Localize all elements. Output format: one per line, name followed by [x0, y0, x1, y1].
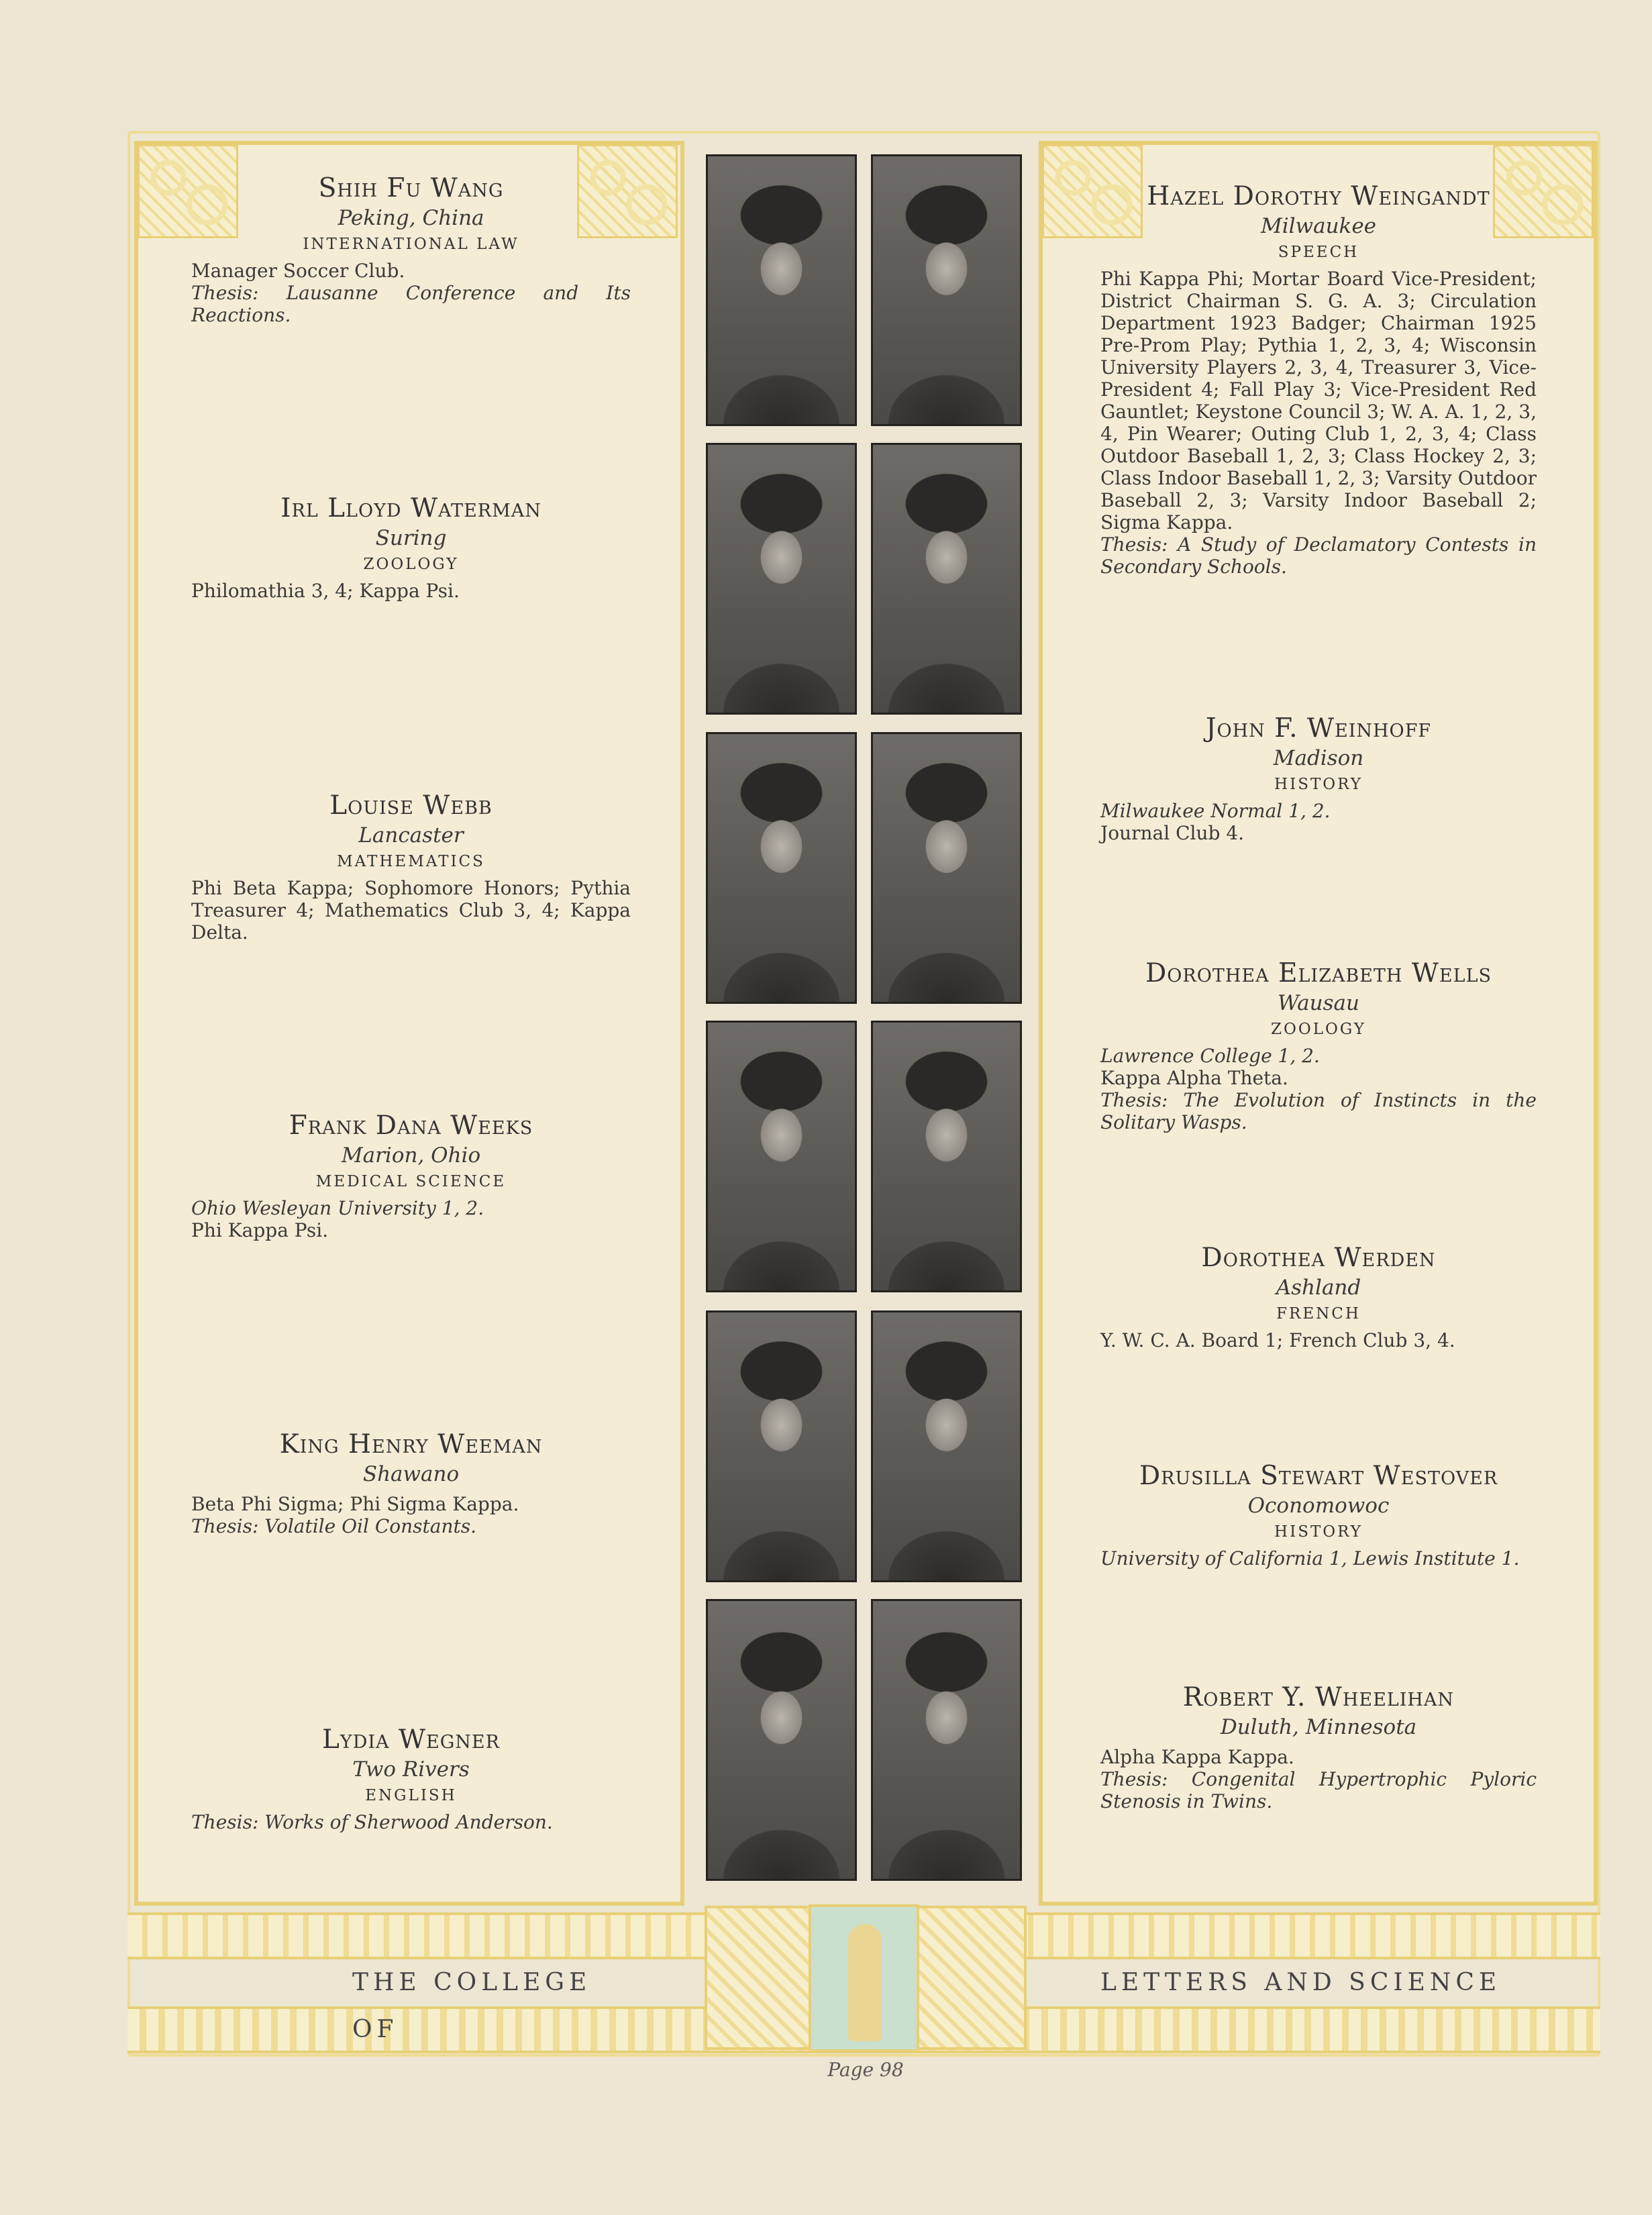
major: INTERNATIONAL LAW: [303, 236, 519, 253]
hometown: Wausau: [1278, 991, 1359, 1015]
page-number: Page 98: [827, 2059, 904, 2081]
activity-text: Phi Kappa Psi.: [191, 1219, 329, 1241]
activity-text: Manager Soccer Club.: [191, 260, 405, 282]
italic-note: Thesis: The Evolution of Instincts in the Solitary Wasps.: [1100, 1089, 1537, 1133]
italic-note: Thesis: Volatile Oil Constants.: [191, 1515, 477, 1537]
right-entry-3: [1100, 958, 1537, 1133]
right-entry-1: [1100, 181, 1537, 578]
hometown: Two Rivers: [352, 1757, 470, 1782]
hometown: Madison: [1273, 746, 1364, 770]
italic-note: Thesis: Lausanne Conference and Its Reactions.: [191, 282, 631, 326]
activity-text: Philomathia 3, 4; Kappa Psi.: [191, 580, 460, 602]
activities: [1100, 268, 1537, 578]
student-name: Irl Lloyd Waterman: [280, 493, 541, 523]
footer-right-text: LETTERS AND SCIENCE: [1100, 1969, 1502, 1996]
portrait-photo: [706, 732, 857, 1004]
hometown: Duluth, Minnesota: [1220, 1715, 1417, 1739]
student-name: Hazel Dorothy Weingandt: [1147, 181, 1490, 211]
hometown: Milwaukee: [1260, 214, 1377, 238]
activities: [1100, 1547, 1537, 1569]
italic-note: Thesis: Works of Sherwood Anderson.: [191, 1811, 553, 1833]
activities: [1100, 800, 1537, 844]
activity-text: Phi Beta Kappa; Sophomore Honors; Pythia Treasurer 4; Mathematics Club 3, 4; Kappa Delta.: [191, 877, 631, 943]
student-name: King Henry Weeman: [279, 1429, 543, 1459]
major: FRENCH: [1276, 1305, 1361, 1323]
portrait-photo: [871, 154, 1022, 426]
hometown: Shawano: [362, 1462, 460, 1486]
student-name: Drusilla Stewart Westover: [1139, 1461, 1498, 1491]
portrait-photo: [706, 1021, 857, 1292]
portrait-photo: [706, 443, 857, 715]
right-entry-2: [1100, 713, 1537, 844]
student-name: Robert Y. Wheelihan: [1182, 1682, 1455, 1712]
activities: [191, 1197, 631, 1241]
italic-note: Milwaukee Normal 1, 2.: [1100, 800, 1331, 822]
left-entry-6: [191, 1724, 631, 1833]
student-name: Frank Dana Weeks: [289, 1111, 533, 1141]
activity-text: Alpha Kappa Kappa.: [1100, 1746, 1294, 1768]
student-name: Lydia Wegner: [322, 1724, 500, 1755]
hometown: Ashland: [1276, 1276, 1361, 1300]
portrait-photo: [871, 1599, 1022, 1881]
left-entry-4: [191, 1111, 631, 1241]
left-entry-1: [191, 173, 631, 326]
major: ZOOLOGY: [363, 556, 459, 573]
activity-text: Y. W. C. A. Board 1; French Club 3, 4.: [1100, 1329, 1455, 1351]
activity-text: Phi Kappa Phi; Mortar Board Vice-President; District Chairman S. G. A. 3; Circulation Department 1923 Badger; Chairman 1925 Pre-Prom Play; Pythia 1, 2, 3, 4; Wisconsin University Players 2, 3, 4, Treasurer 3, Vice-President 4; Fall Play 3; Vice-President Red Gauntlet; Keystone Council 3; W. A. A. 1, 2, 3, 4, Pin Wearer; Outing Club 1, 2, 3, 4; Class Outdoor Baseball 1, 2, 3; Class Hockey 2, 3; Class Indoor Baseball 1, 2, 3; Varsity Outdoor Baseball 2, 3; Varsity Indoor Baseball 2; Sigma Kappa.: [1100, 268, 1537, 533]
right-entry-6: [1100, 1682, 1537, 1812]
left-entry-3: [191, 790, 631, 943]
portrait-photo: [706, 1310, 857, 1582]
student-name: Dorothea Werden: [1201, 1243, 1436, 1273]
hometown: Marion, Ohio: [341, 1143, 481, 1168]
italic-note: Lawrence College 1, 2.: [1100, 1045, 1320, 1067]
major: ZOOLOGY: [1271, 1021, 1366, 1038]
footer-left-text: THE COLLEGE OF: [352, 1969, 592, 2043]
hometown: Suring: [375, 526, 447, 550]
right-entry-5: [1100, 1461, 1537, 1569]
portrait-photo: [871, 1310, 1022, 1582]
portrait-photo: [871, 443, 1022, 715]
activity-text: Kappa Alpha Theta.: [1100, 1067, 1288, 1089]
hometown: Lancaster: [358, 823, 464, 847]
hometown: Oconomowoc: [1247, 1494, 1390, 1518]
portrait-photo: [871, 1021, 1022, 1292]
portrait-photo: [706, 1599, 857, 1881]
activities: [1100, 1045, 1537, 1133]
left-entry-2: [191, 493, 631, 602]
activities: [191, 260, 631, 326]
italic-note: Thesis: A Study of Declamatory Contests in Secondary Schools.: [1100, 533, 1537, 578]
activity-text: Journal Club 4.: [1100, 822, 1245, 844]
student-name: Dorothea Elizabeth Wells: [1145, 958, 1492, 988]
italic-note: Thesis: Congenital Hypertrophic Pyloric Stenosis in Twins.: [1100, 1768, 1537, 1812]
activity-text: Beta Phi Sigma; Phi Sigma Kappa.: [191, 1493, 519, 1515]
activities: [1100, 1746, 1537, 1812]
italic-note: Ohio Wesleyan University 1, 2.: [191, 1197, 484, 1219]
activities: [191, 580, 631, 602]
student-name: Louise Webb: [329, 790, 493, 821]
hometown: Peking, China: [338, 206, 484, 230]
student-name: John F. Weinhoff: [1205, 713, 1432, 743]
student-name: Shih Fu Wang: [318, 173, 504, 203]
major: HISTORY: [1274, 1523, 1363, 1541]
activities: [191, 1811, 631, 1833]
right-entry-4: [1100, 1243, 1537, 1351]
portrait-photo: [706, 154, 857, 426]
italic-note: University of California 1, Lewis Institute 1.: [1100, 1547, 1520, 1569]
activities: [191, 1493, 631, 1537]
statue-emblem-icon: [809, 1904, 919, 2052]
left-text-panel: [134, 141, 684, 1906]
major: SPEECH: [1278, 244, 1359, 261]
major: HISTORY: [1274, 776, 1363, 793]
activities: [191, 877, 631, 943]
left-entry-5: [191, 1429, 631, 1537]
portrait-photo: [871, 732, 1022, 1004]
major: ENGLISH: [365, 1787, 457, 1804]
activities: [1100, 1329, 1537, 1351]
major: MATHEMATICS: [337, 853, 485, 870]
major: MEDICAL SCIENCE: [315, 1173, 507, 1190]
